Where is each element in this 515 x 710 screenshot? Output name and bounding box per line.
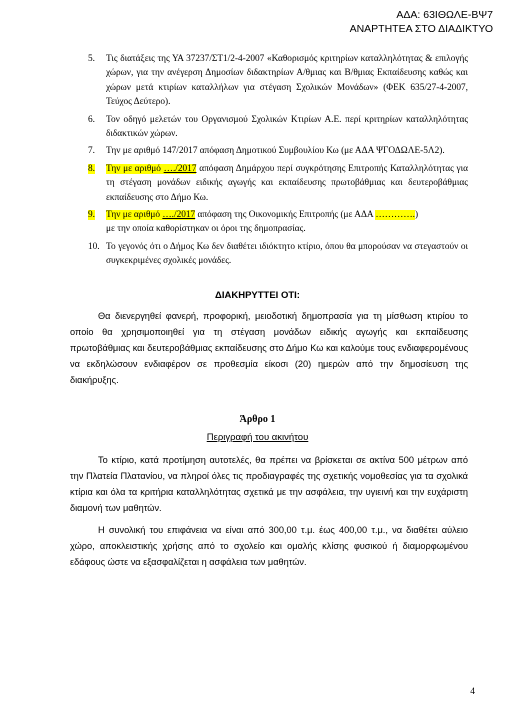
item-number: 10. [88, 241, 100, 252]
blank-field: …./2017 [163, 163, 197, 174]
posting-notice: ΑΝΑΡΤΗΤΕΑ ΣΤΟ ΔΙΑΔΙΚΤΥΟ [349, 23, 493, 35]
blank-field-ada: …………. [375, 210, 415, 221]
considerations-list [88, 52, 468, 272]
article-subtitle: Περιγραφή του ακινήτου [206, 432, 309, 443]
announce-paragraph: Θα διενεργηθεί φανερή, προφορική, μειοδοτική δημοπρασία για τη μίσθωση κτιρίου το οποίο θα χρησιμοποιηθεί για τη στέγαση μονάδων ειδικής αγωγής και εκπαίδευσης πρωτοβάθμιας και δευτεροβάθμιας εκπαίδευσης στο Δήμο Κω και καλούμε τους ενδιαφερομένους να εκδηλώσουν ενδιαφέρον σε προθεσμία είκοσι (20) ημερών από την δημοσίευση της διακήρυξης. [70, 311, 468, 385]
item-number: 8. [88, 163, 95, 174]
item-text-start: Την με αριθμό [106, 163, 164, 174]
page-number: 4 [470, 687, 475, 697]
list-item-highlighted [88, 162, 468, 205]
item-text-end: με την οποία καθορίστηκαν οι όροι της δημοπρασίας. [106, 224, 306, 235]
item-text-start: Την με αριθμό [106, 210, 163, 221]
property-paragraph-1: Το κτίριο, κατά προτίμηση αυτοτελές, θα πρέπει να βρίσκεται σε ακτίνα 500 μέτρων από την Πλατεία Πλατανίου, να πληροί όλες τις προδιαγραφές της σχετικής νομοθεσίας για τα σχολικά κτίρια και όλα τα κριτήρια καταλληλότητας σχετικά με την ασφάλεια, την υγιεινή και την ευχάριστη διαμονή των μαθητών. [70, 455, 468, 513]
item-text: Την με αριθμό 147/2017 απόφαση Δημοτικού Συμβουλίου Κω (με ΑΔΑ ΨΓΟΔΩΛΕ-5Λ2). [106, 146, 445, 157]
item-text: Τις διατάξεις της ΥΑ 37237/ΣΤ1/2-4-2007 «Καθορισμός κριτηρίων καταλληλότητας & επιλογής χώρων, για την ανέγερση Δημοσίων διδακτηρίων Α/θμιας και Β/θμιας Εκπαίδευσης καθώς και χώρων μετά κτιρίων καταλλήλων για στέγαση Σχολικών Μονάδων» (ΦΕΚ 635/27-4-2007, Τεύχος Δεύτερο). [106, 54, 468, 108]
item-number: 5. [88, 54, 95, 64]
item-number: 9. [88, 210, 95, 221]
item-text: Το γεγονός ότι ο Δήμος Κω δεν διαθέτει ιδιόκτητο κτίριο, όπου θα μπορούσαν να στεγαστούν οι συγκεκριμένες σχολικές μονάδες. [106, 241, 468, 267]
item-number: 7. [88, 146, 95, 157]
list-item-highlighted [88, 208, 468, 237]
article-title: Άρθρο 1 [239, 414, 276, 425]
announce-title: ΔΙΑΚΗΡΥΤΤΕΙ ΟΤΙ: [215, 290, 300, 301]
property-paragraph-2: Η συνολική του επιφάνεια να είναι από 300,00 τ.μ. έως 400,00 τ.μ., να διαθέτει αύλειο χώρο, αποκλειστικής χρήσης από το σχολείο και ομαλής κλίσης φυσικού ή διαμορφωμένου εδάφους ώστε να εξασφαλίζεται η ασφάλεια των μαθητών. [70, 525, 468, 567]
page-header [350, 8, 493, 36]
list-item [88, 113, 468, 142]
item-text-close: ) [414, 210, 419, 221]
list-item [88, 52, 468, 110]
blank-field: …./2017 [162, 210, 196, 221]
item-text: Τον οδηγό μελετών του Οργανισμού Σχολικών Κτιρίων Α.Ε. περί κριτηρίων καταλληλότητας διδακτικών χώρων. [106, 114, 468, 140]
item-text-middle: απόφαση της Οικονομικής Επιτροπής (με ΑΔΑ [195, 210, 376, 221]
list-item [88, 240, 468, 269]
item-number: 6. [88, 114, 95, 125]
list-item [88, 144, 468, 158]
item-text-rest: απόφαση Δημάρχου περί συγκρότησης Επιτροπής Καταλληλότητας για τη στέγαση μονάδων ειδικής αγωγής και εκπαίδευσης πρωτοβάθμιας και δευτεροβάθμιας εκπαίδευσης στο Δήμο Κω. [106, 163, 468, 203]
ada-code: ΑΔΑ: 63ΙΘΩΛΕ-ΒΨ7 [396, 9, 493, 21]
